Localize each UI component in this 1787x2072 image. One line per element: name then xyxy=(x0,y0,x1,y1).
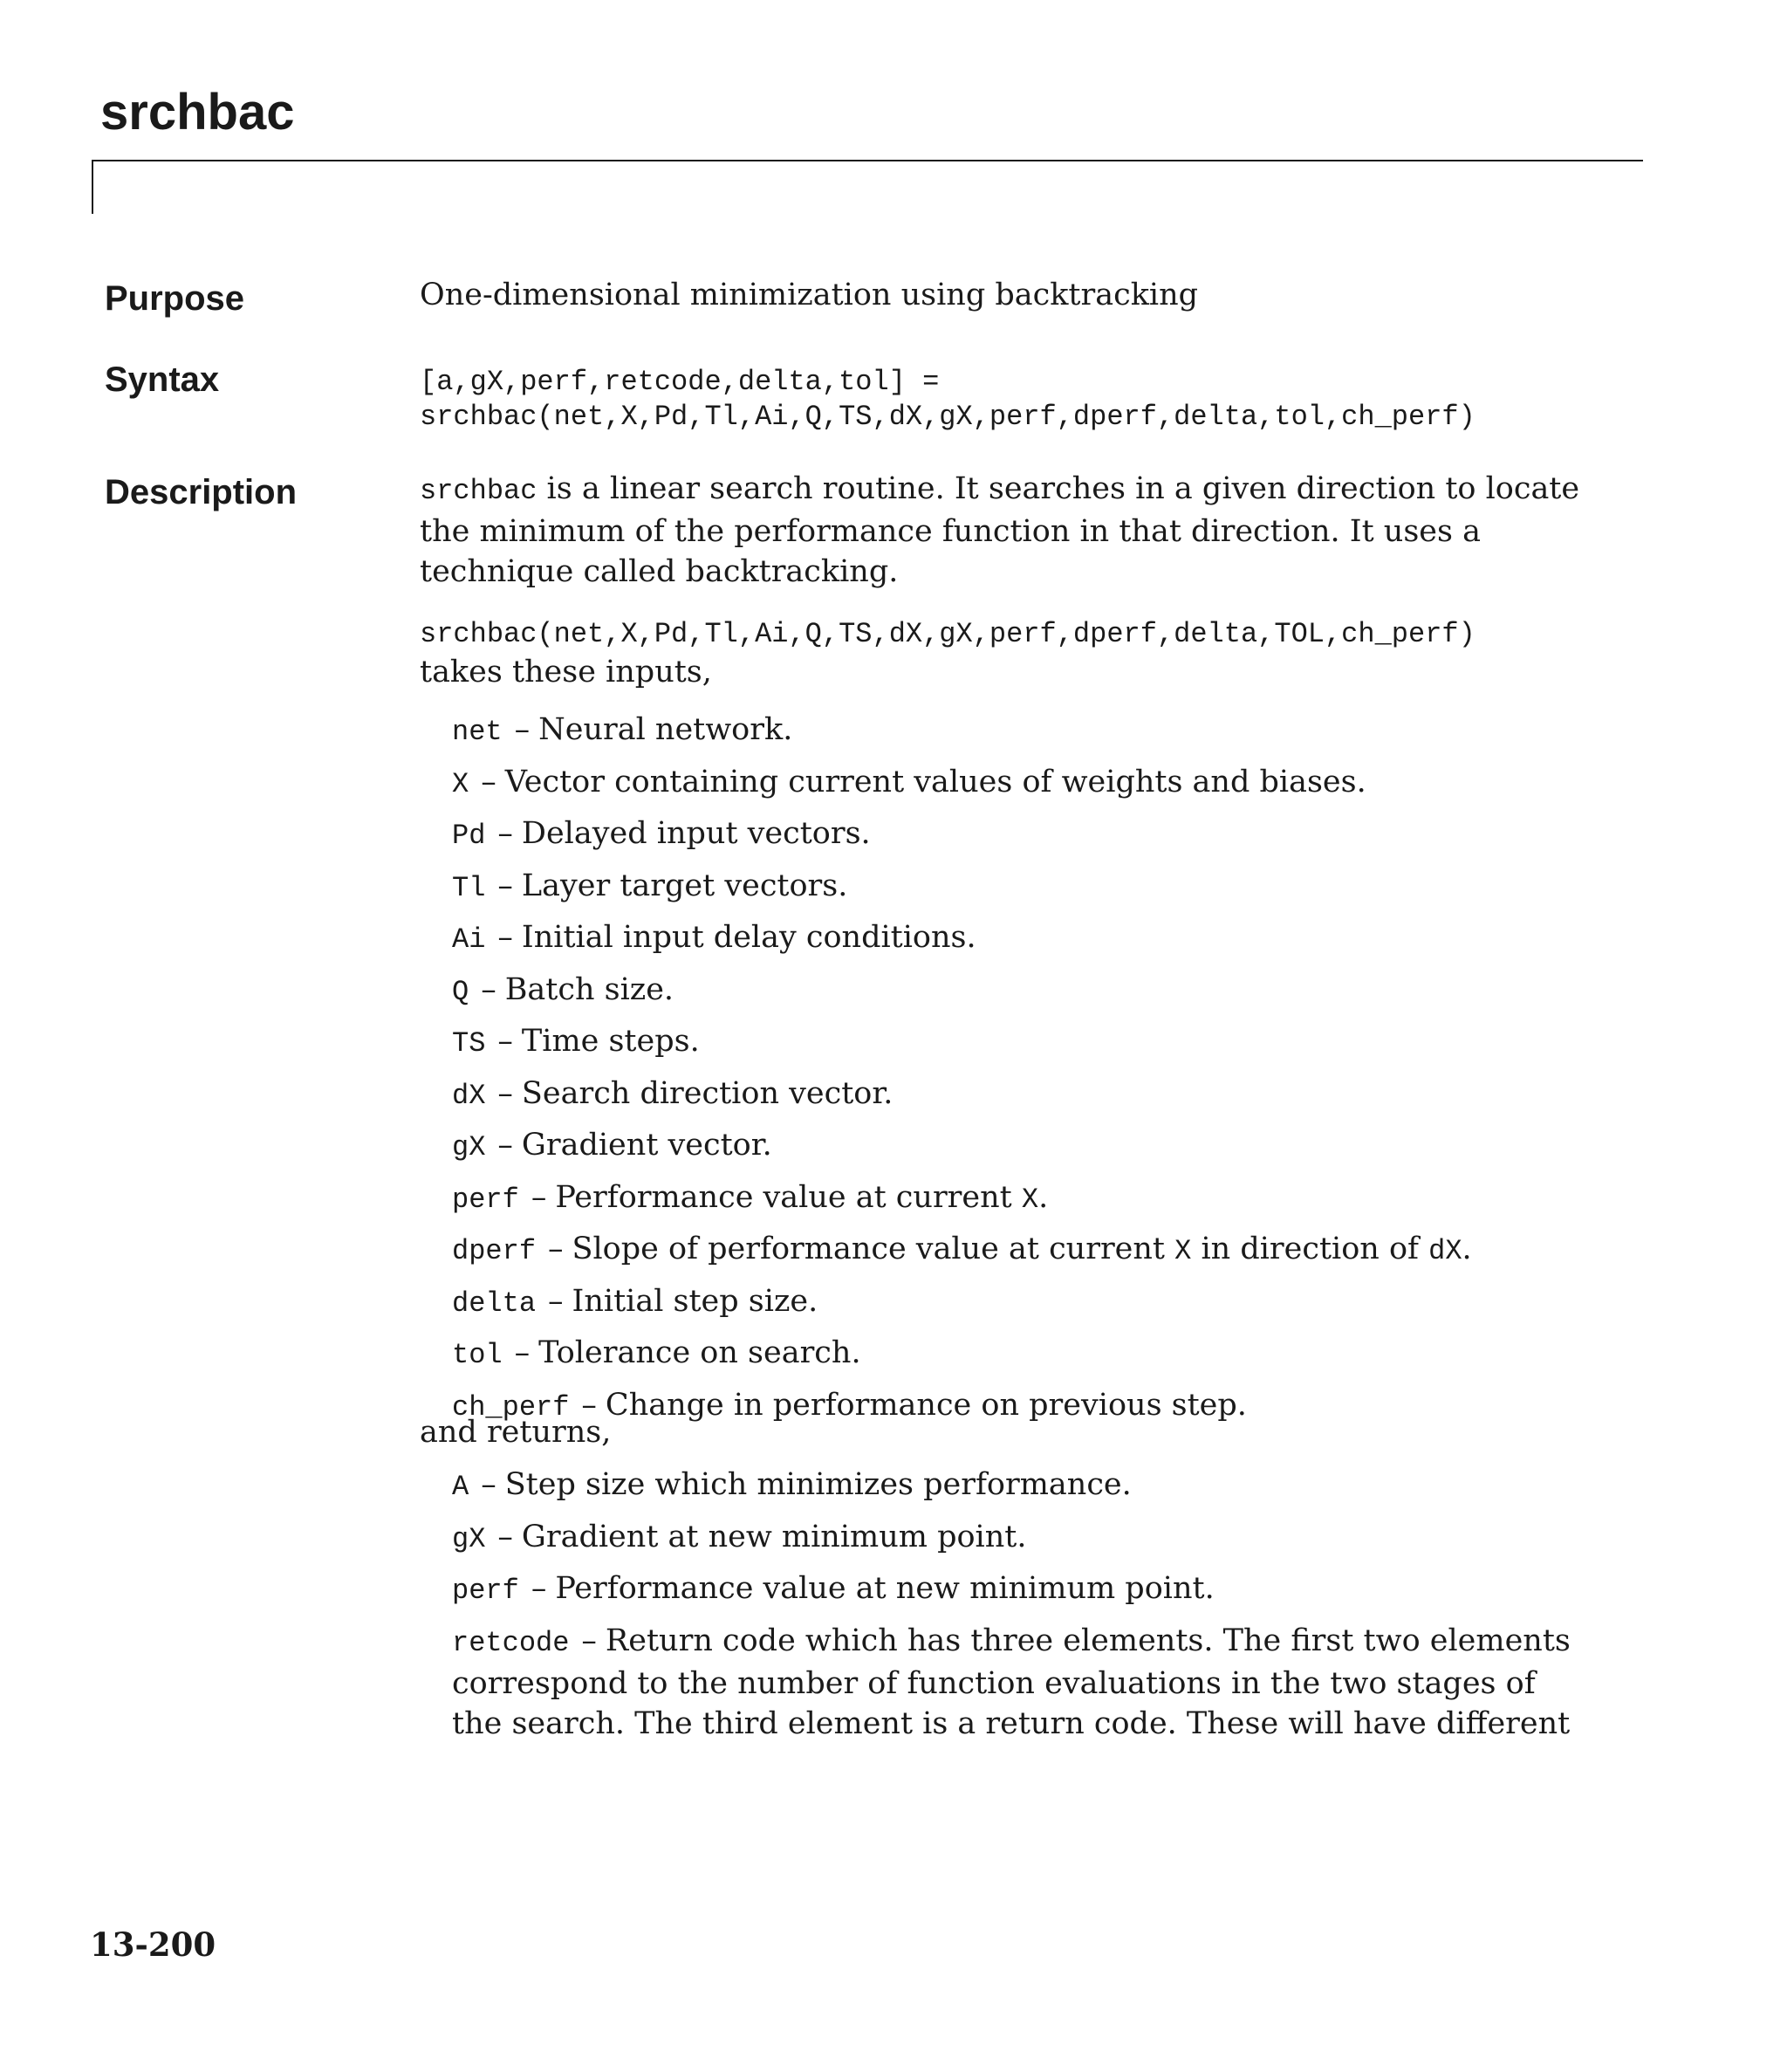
list-item: gX – Gradient vector. xyxy=(452,1128,772,1163)
arg-name: Pd xyxy=(452,820,486,852)
arg-desc: Batch size. xyxy=(504,971,674,1007)
list-item: delta – Initial step size. xyxy=(452,1283,818,1320)
arg-desc: Neural network. xyxy=(538,712,793,747)
description-takes-text: takes these inputs, xyxy=(420,655,712,690)
arg-name: Q xyxy=(452,975,469,1008)
list-item: TS – Time steps. xyxy=(452,1024,700,1060)
list-item: Tl – Layer target vectors. xyxy=(452,868,848,904)
header-rule xyxy=(92,160,1643,161)
arg-name: perf xyxy=(452,1183,519,1216)
arg-name: delta xyxy=(452,1286,537,1320)
list-item: perf – Performance value at current X. xyxy=(452,1179,1049,1216)
arg-desc-end: . xyxy=(1462,1232,1472,1266)
arg-desc: Gradient at new minimum point. xyxy=(521,1519,1027,1554)
arg-name: Ai xyxy=(452,923,486,956)
list-item: net – Neural network. xyxy=(452,712,793,748)
arg-name: dX xyxy=(452,1079,486,1112)
arg-name: net xyxy=(452,716,503,748)
arg-desc-end: . xyxy=(1038,1179,1049,1215)
arg-name: TS xyxy=(452,1027,486,1060)
arg-name: dperf xyxy=(452,1235,537,1267)
page-title: srchbac xyxy=(100,84,295,141)
list-item: perf – Performance value at new minimum point. xyxy=(452,1571,1215,1607)
page-number: 13-200 xyxy=(90,1925,216,1964)
arg-name: perf xyxy=(452,1575,519,1607)
arg-desc: Performance value at current xyxy=(555,1179,1022,1215)
arg-desc: Step size which minimizes performance. xyxy=(504,1467,1132,1502)
arg-name: ch_perf xyxy=(452,1390,570,1424)
returns-text: and returns, xyxy=(420,1415,612,1450)
arg-desc: Return code which has three elements. The first two elements correspond to the number of function evaluations in the two stages of the search. The third element is a return code. These will have different xyxy=(452,1623,1571,1741)
description-call-code: srchbac(net,X,Pd,Tl,Ai,Q,TS,dX,gX,perf,dperf,delta,TOL,ch_perf) xyxy=(420,618,1475,650)
list-item: dperf – Slope of performance value at current X in direction of dX. xyxy=(452,1232,1472,1267)
arg-name: X xyxy=(452,767,469,800)
arg-name: A xyxy=(452,1471,469,1503)
syntax-line-2: srchbac(net,X,Pd,Tl,Ai,Q,TS,dX,gX,perf,dperf,delta,tol,ch_perf) xyxy=(420,401,1475,433)
arg-desc: Performance value at new minimum point. xyxy=(555,1571,1215,1606)
arg-desc: Search direction vector. xyxy=(521,1075,894,1111)
list-item: Ai – Initial input delay conditions. xyxy=(452,920,976,956)
list-item: A – Step size which minimizes performance. xyxy=(452,1467,1132,1503)
list-item: Q – Batch size. xyxy=(452,971,674,1008)
arg-name: gX xyxy=(452,1131,486,1163)
arg-desc: Tolerance on search. xyxy=(538,1335,861,1370)
list-item: tol – Tolerance on search. xyxy=(452,1335,861,1371)
arg-name: tol xyxy=(452,1339,503,1371)
description-intro-text: is a linear search routine. It searches in a given direction to locate the minimum of the performance function in that direction. It uses a technique called backtracking. xyxy=(420,471,1580,589)
purpose-label: Purpose xyxy=(105,279,245,318)
arg-desc: Initial step size. xyxy=(572,1283,818,1319)
arg-name: gX xyxy=(452,1522,486,1555)
list-item: Pd – Delayed input vectors. xyxy=(452,816,871,852)
arg-desc: Change in performance on previous step. xyxy=(605,1387,1247,1423)
list-item: gX – Gradient at new minimum point. xyxy=(452,1519,1027,1555)
description-call xyxy=(420,617,1580,692)
arg-desc-mid: in direction of xyxy=(1191,1232,1429,1266)
description-intro xyxy=(420,469,1580,592)
arg-name: Tl xyxy=(452,871,486,904)
list-item: X – Vector containing current values of weights and biases. xyxy=(452,764,1366,800)
arg-desc: Initial input delay conditions. xyxy=(521,920,976,955)
purpose-text: One-dimensional minimization using backtracking xyxy=(420,278,1199,312)
arg-desc: Vector containing current values of weights and biases. xyxy=(504,764,1366,799)
list-item: retcode – Return code which has three elements. The first two elements correspond to the number of function evaluations in the two stages of the search. The third element is a return code. These will have different xyxy=(452,1623,1571,1741)
arg-desc: Gradient vector. xyxy=(521,1128,772,1163)
arg-desc: Layer target vectors. xyxy=(521,868,848,903)
inline-code: X xyxy=(1021,1183,1039,1216)
inline-code: dX xyxy=(1428,1235,1462,1267)
arg-desc: Delayed input vectors. xyxy=(521,816,871,851)
arg-desc: Time steps. xyxy=(521,1024,700,1059)
arg-desc: Slope of performance value at current xyxy=(572,1232,1175,1266)
list-item: ch_perf – Change in performance on previous step. xyxy=(452,1387,1247,1424)
inputs-list xyxy=(452,710,1578,1437)
outputs-list xyxy=(452,1465,1578,1753)
inline-code: X xyxy=(1174,1235,1192,1267)
description-intro-code: srchbac xyxy=(420,475,537,507)
syntax-label: Syntax xyxy=(105,360,220,399)
list-item: dX – Search direction vector. xyxy=(452,1075,894,1112)
syntax-block xyxy=(420,365,1580,435)
syntax-line-1: [a,gX,perf,retcode,delta,tol] = xyxy=(420,366,940,398)
header-rule-left-tick xyxy=(92,160,93,214)
description-label: Description xyxy=(105,473,298,511)
arg-name: retcode xyxy=(452,1626,570,1659)
